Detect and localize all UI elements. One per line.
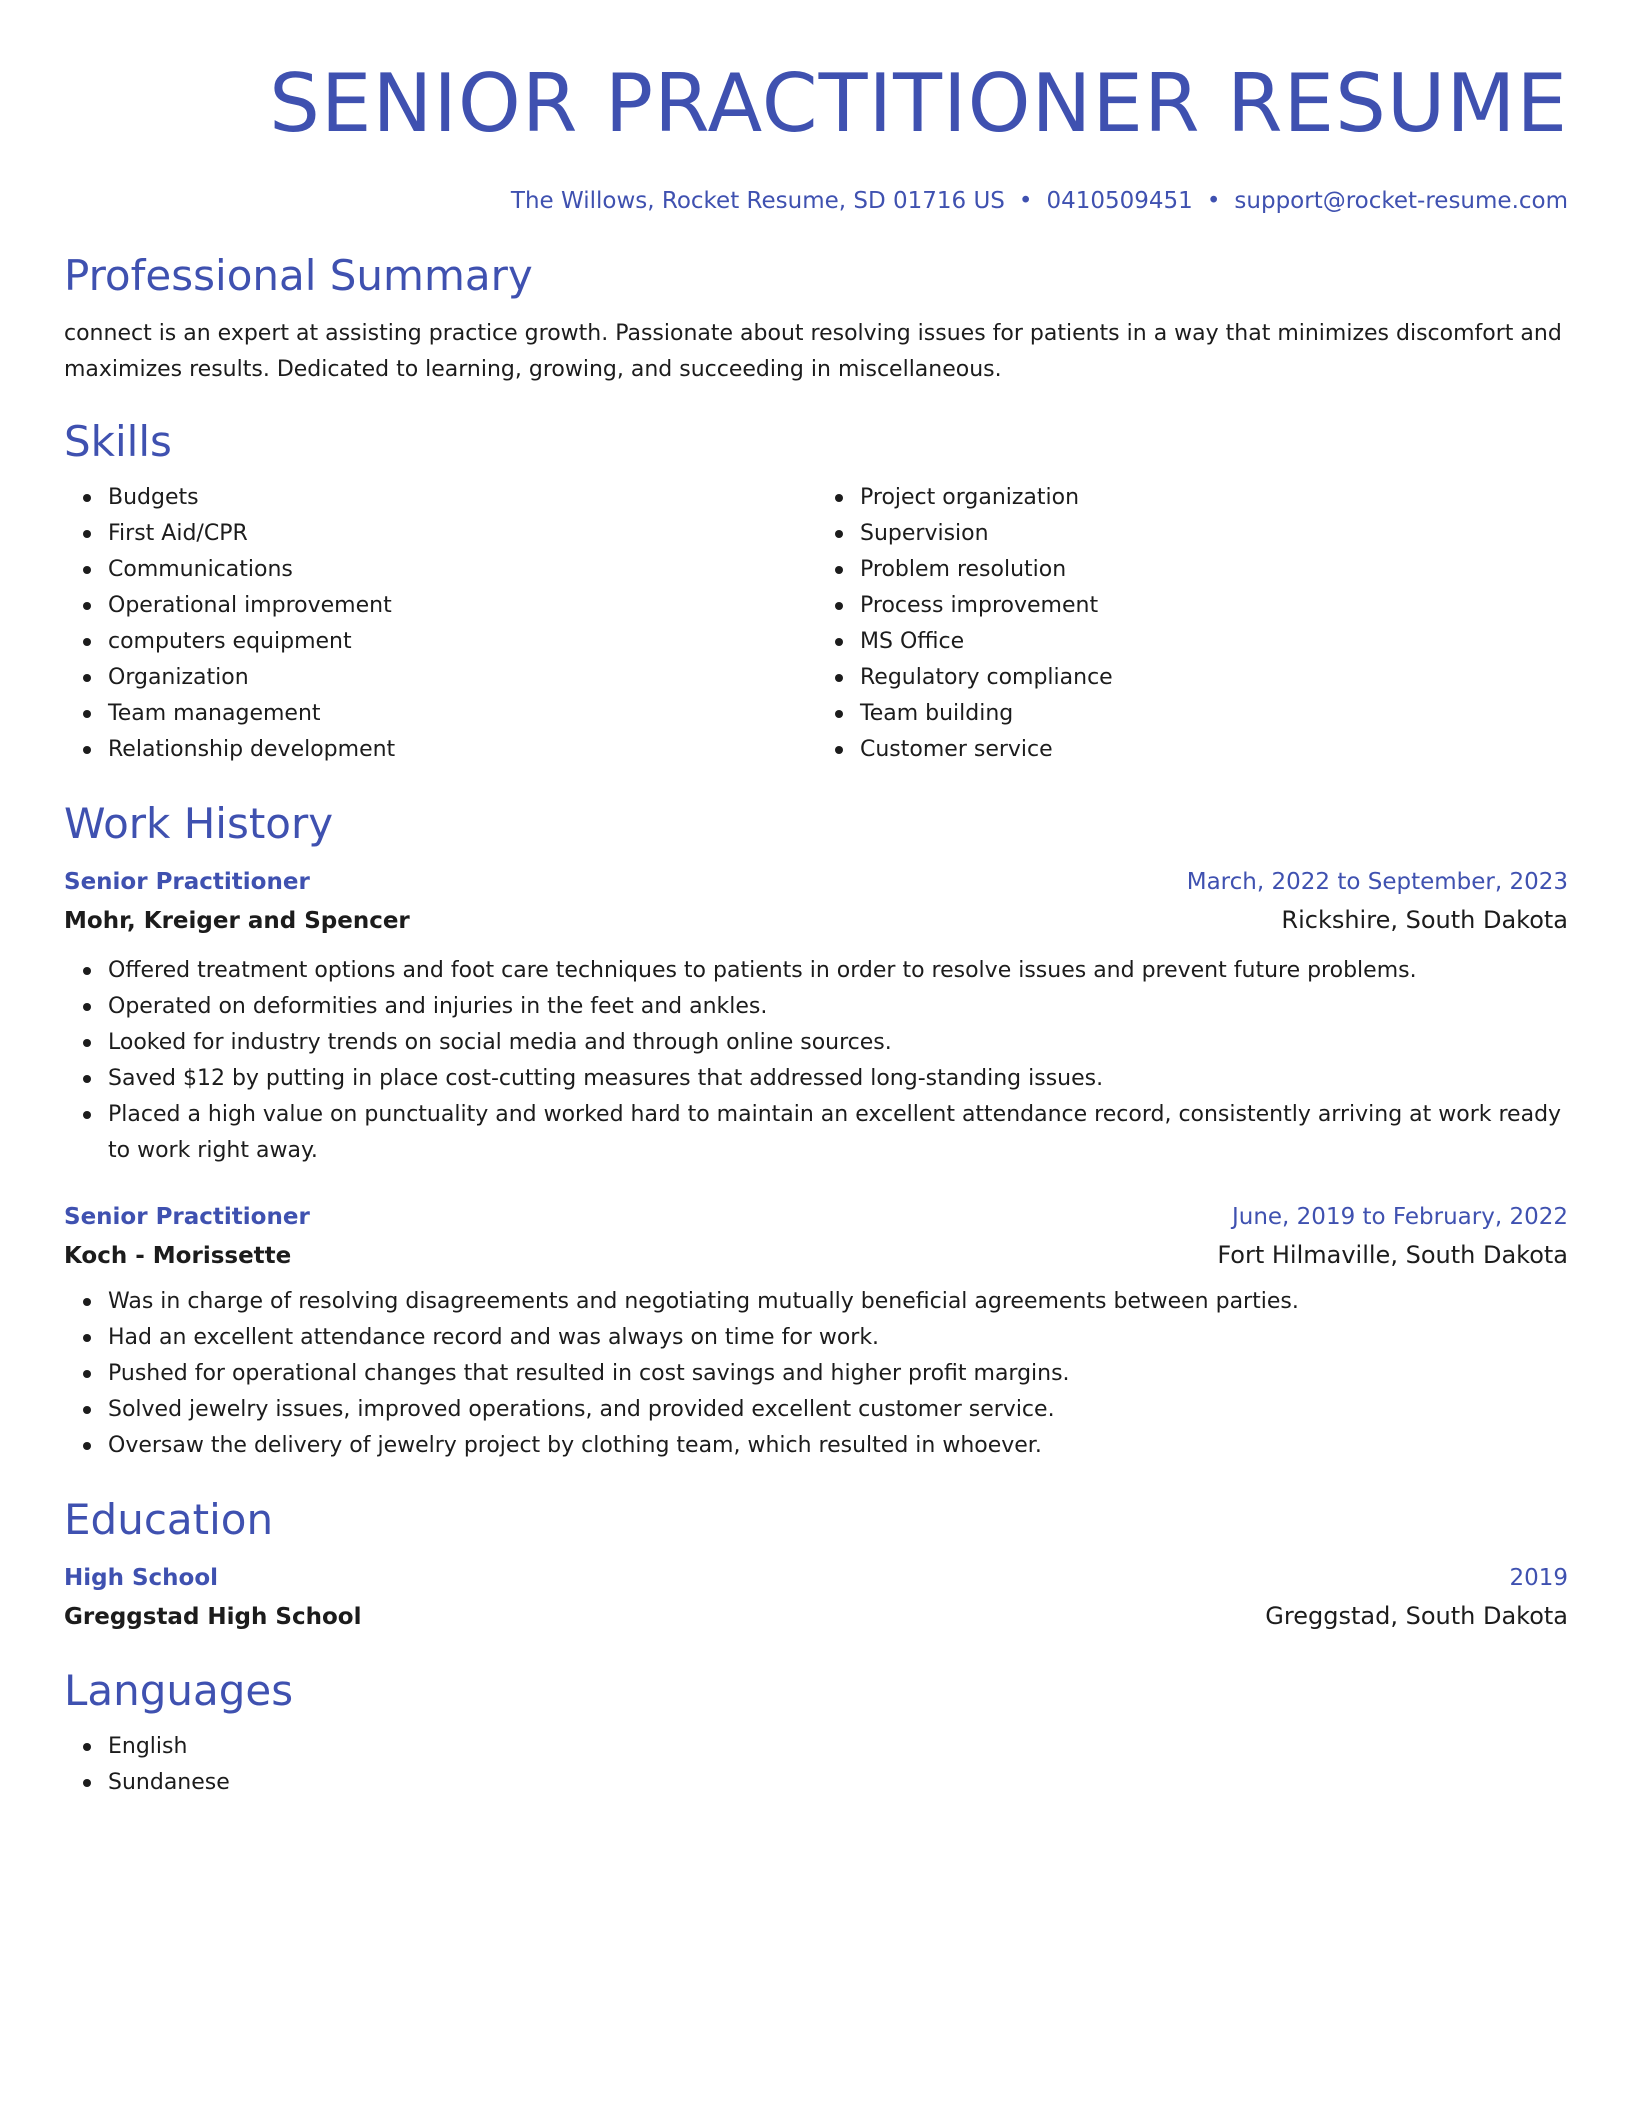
list-item: Looked for industry trends on social media and through online sources. (108, 1025, 1568, 1061)
education-school-row (64, 1596, 1568, 1637)
list-item: Budgets (108, 480, 816, 516)
job-title: Senior Practitioner (64, 1204, 310, 1230)
job-company-row (64, 900, 1568, 941)
skills-heading: Skills (64, 417, 172, 466)
summary-text: connect is an expert at assisting practice growth. Passionate about resolving issues for patients in a way that minimizes discomfort and maximizes results. Dedicated to learning, growing, and succeeding in miscellaneous. (64, 321, 1562, 382)
list-item: Pushed for operational changes that resulted in cost savings and higher profit margins. (108, 1356, 1568, 1392)
job-dates: June, 2019 to February, 2022 (1231, 1204, 1568, 1230)
bullet-icon (83, 1003, 91, 1011)
skills-column-left (64, 480, 816, 768)
list-item: Regulatory compliance (860, 660, 1568, 696)
list-item: Sundanese (108, 1765, 1568, 1801)
job-dates: March, 2022 to September, 2023 (1186, 869, 1568, 895)
list-item: English (108, 1729, 1568, 1765)
bullet-icon (835, 566, 843, 574)
job-company-row (64, 1235, 1568, 1276)
skills-columns (64, 480, 1568, 768)
skills-list-right (816, 480, 1568, 768)
resume-title: SENIOR PRACTITIONER RESUME (269, 57, 1568, 150)
education-degree: High School (64, 1565, 219, 1591)
bullet-icon (83, 1442, 91, 1450)
list-item: Problem resolution (860, 552, 1568, 588)
list-item: Supervision (860, 516, 1568, 552)
summary-heading: Professional Summary (64, 251, 533, 300)
languages-heading: Languages (64, 1666, 294, 1715)
bullet-icon (835, 674, 843, 682)
job-entry (64, 1199, 1568, 1464)
bullet-icon (83, 1334, 91, 1342)
list-item: Was in charge of resolving disagreements and negotiating mutually beneficial agreements between parties. (108, 1284, 1568, 1320)
list-item: Project organization (860, 480, 1568, 516)
list-item: Oversaw the delivery of jewelry project by clothing team, which resulted in whoever. (108, 1428, 1568, 1464)
bullet-icon (83, 674, 91, 682)
bullet-icon (83, 566, 91, 574)
work-history-section (64, 798, 1568, 1464)
contact-address: The Willows, Rocket Resume, SD 01716 US (510, 188, 1005, 214)
job-header-row (64, 864, 1568, 900)
list-item: Team management (108, 696, 816, 732)
job-location: Rickshire, South Dakota (1281, 906, 1568, 934)
bullet-icon (835, 638, 843, 646)
education-year: 2019 (1509, 1565, 1568, 1591)
contact-phone: 0410509451 (1046, 188, 1193, 214)
list-item: MS Office (860, 624, 1568, 660)
bullet-icon (835, 530, 843, 538)
languages-list (64, 1729, 1568, 1801)
list-item: Team building (860, 696, 1568, 732)
bullet-icon (83, 1039, 91, 1047)
job-location: Fort Hilmaville, South Dakota (1217, 1241, 1568, 1269)
skills-section (64, 416, 1568, 768)
education-location: Greggstad, South Dakota (1265, 1602, 1568, 1630)
bullet-icon (83, 602, 91, 610)
contact-email[interactable]: support@rocket-resume.com (1234, 188, 1568, 214)
list-item: Communications (108, 552, 816, 588)
education-school: Greggstad High School (64, 1604, 362, 1630)
list-item: Placed a high value on punctuality and worked hard to maintain an excellent attendance record, consistently arriving at work ready to work right away. (108, 1097, 1568, 1169)
list-item: Relationship development (108, 732, 816, 768)
education-section (64, 1494, 1568, 1637)
list-item: Operated on deformities and injuries in the feet and ankles. (108, 989, 1568, 1025)
bullet-icon (83, 1370, 91, 1378)
bullet-icon (835, 602, 843, 610)
education-header-row (64, 1560, 1568, 1596)
bullet-icon (835, 710, 843, 718)
job-company: Mohr, Kreiger and Spencer (64, 908, 410, 934)
contact-line (64, 186, 1568, 216)
bullet-icon (83, 638, 91, 646)
list-item: computers equipment (108, 624, 816, 660)
bullet-icon (83, 746, 91, 754)
bullet-icon (83, 710, 91, 718)
contact-separator: • (1206, 188, 1221, 214)
bullet-icon (835, 494, 843, 502)
contact-separator: • (1018, 188, 1033, 214)
job-header-row (64, 1199, 1568, 1235)
job-company: Koch - Morissette (64, 1243, 292, 1269)
bullet-icon (83, 1111, 91, 1119)
bullet-icon (83, 494, 91, 502)
list-item: Solved jewelry issues, improved operations, and provided excellent customer service. (108, 1392, 1568, 1428)
skills-column-right (816, 480, 1568, 768)
list-item: First Aid/CPR (108, 516, 816, 552)
list-item: Saved $12 by putting in place cost-cutting measures that addressed long-standing issues. (108, 1061, 1568, 1097)
education-heading: Education (64, 1495, 274, 1544)
job-bullets (64, 1284, 1568, 1464)
list-item: Offered treatment options and foot care techniques to patients in order to resolve issues and prevent future problems. (108, 953, 1568, 989)
list-item: Had an excellent attendance record and was always on time for work. (108, 1320, 1568, 1356)
bullet-icon (83, 967, 91, 975)
list-item: Operational improvement (108, 588, 816, 624)
bullet-icon (83, 530, 91, 538)
bullet-icon (83, 1779, 91, 1787)
bullet-icon (83, 1298, 91, 1306)
list-item: Customer service (860, 732, 1568, 768)
job-entry (64, 864, 1568, 1169)
list-item: Organization (108, 660, 816, 696)
job-title: Senior Practitioner (64, 869, 310, 895)
bullet-icon (83, 1406, 91, 1414)
bullet-icon (83, 1075, 91, 1083)
list-item: Process improvement (860, 588, 1568, 624)
job-bullets (64, 953, 1568, 1169)
summary-section (64, 250, 1568, 388)
languages-section (64, 1665, 1568, 1801)
skills-list-left (64, 480, 816, 768)
work-history-heading: Work History (64, 799, 334, 848)
bullet-icon (83, 1743, 91, 1751)
bullet-icon (835, 746, 843, 754)
